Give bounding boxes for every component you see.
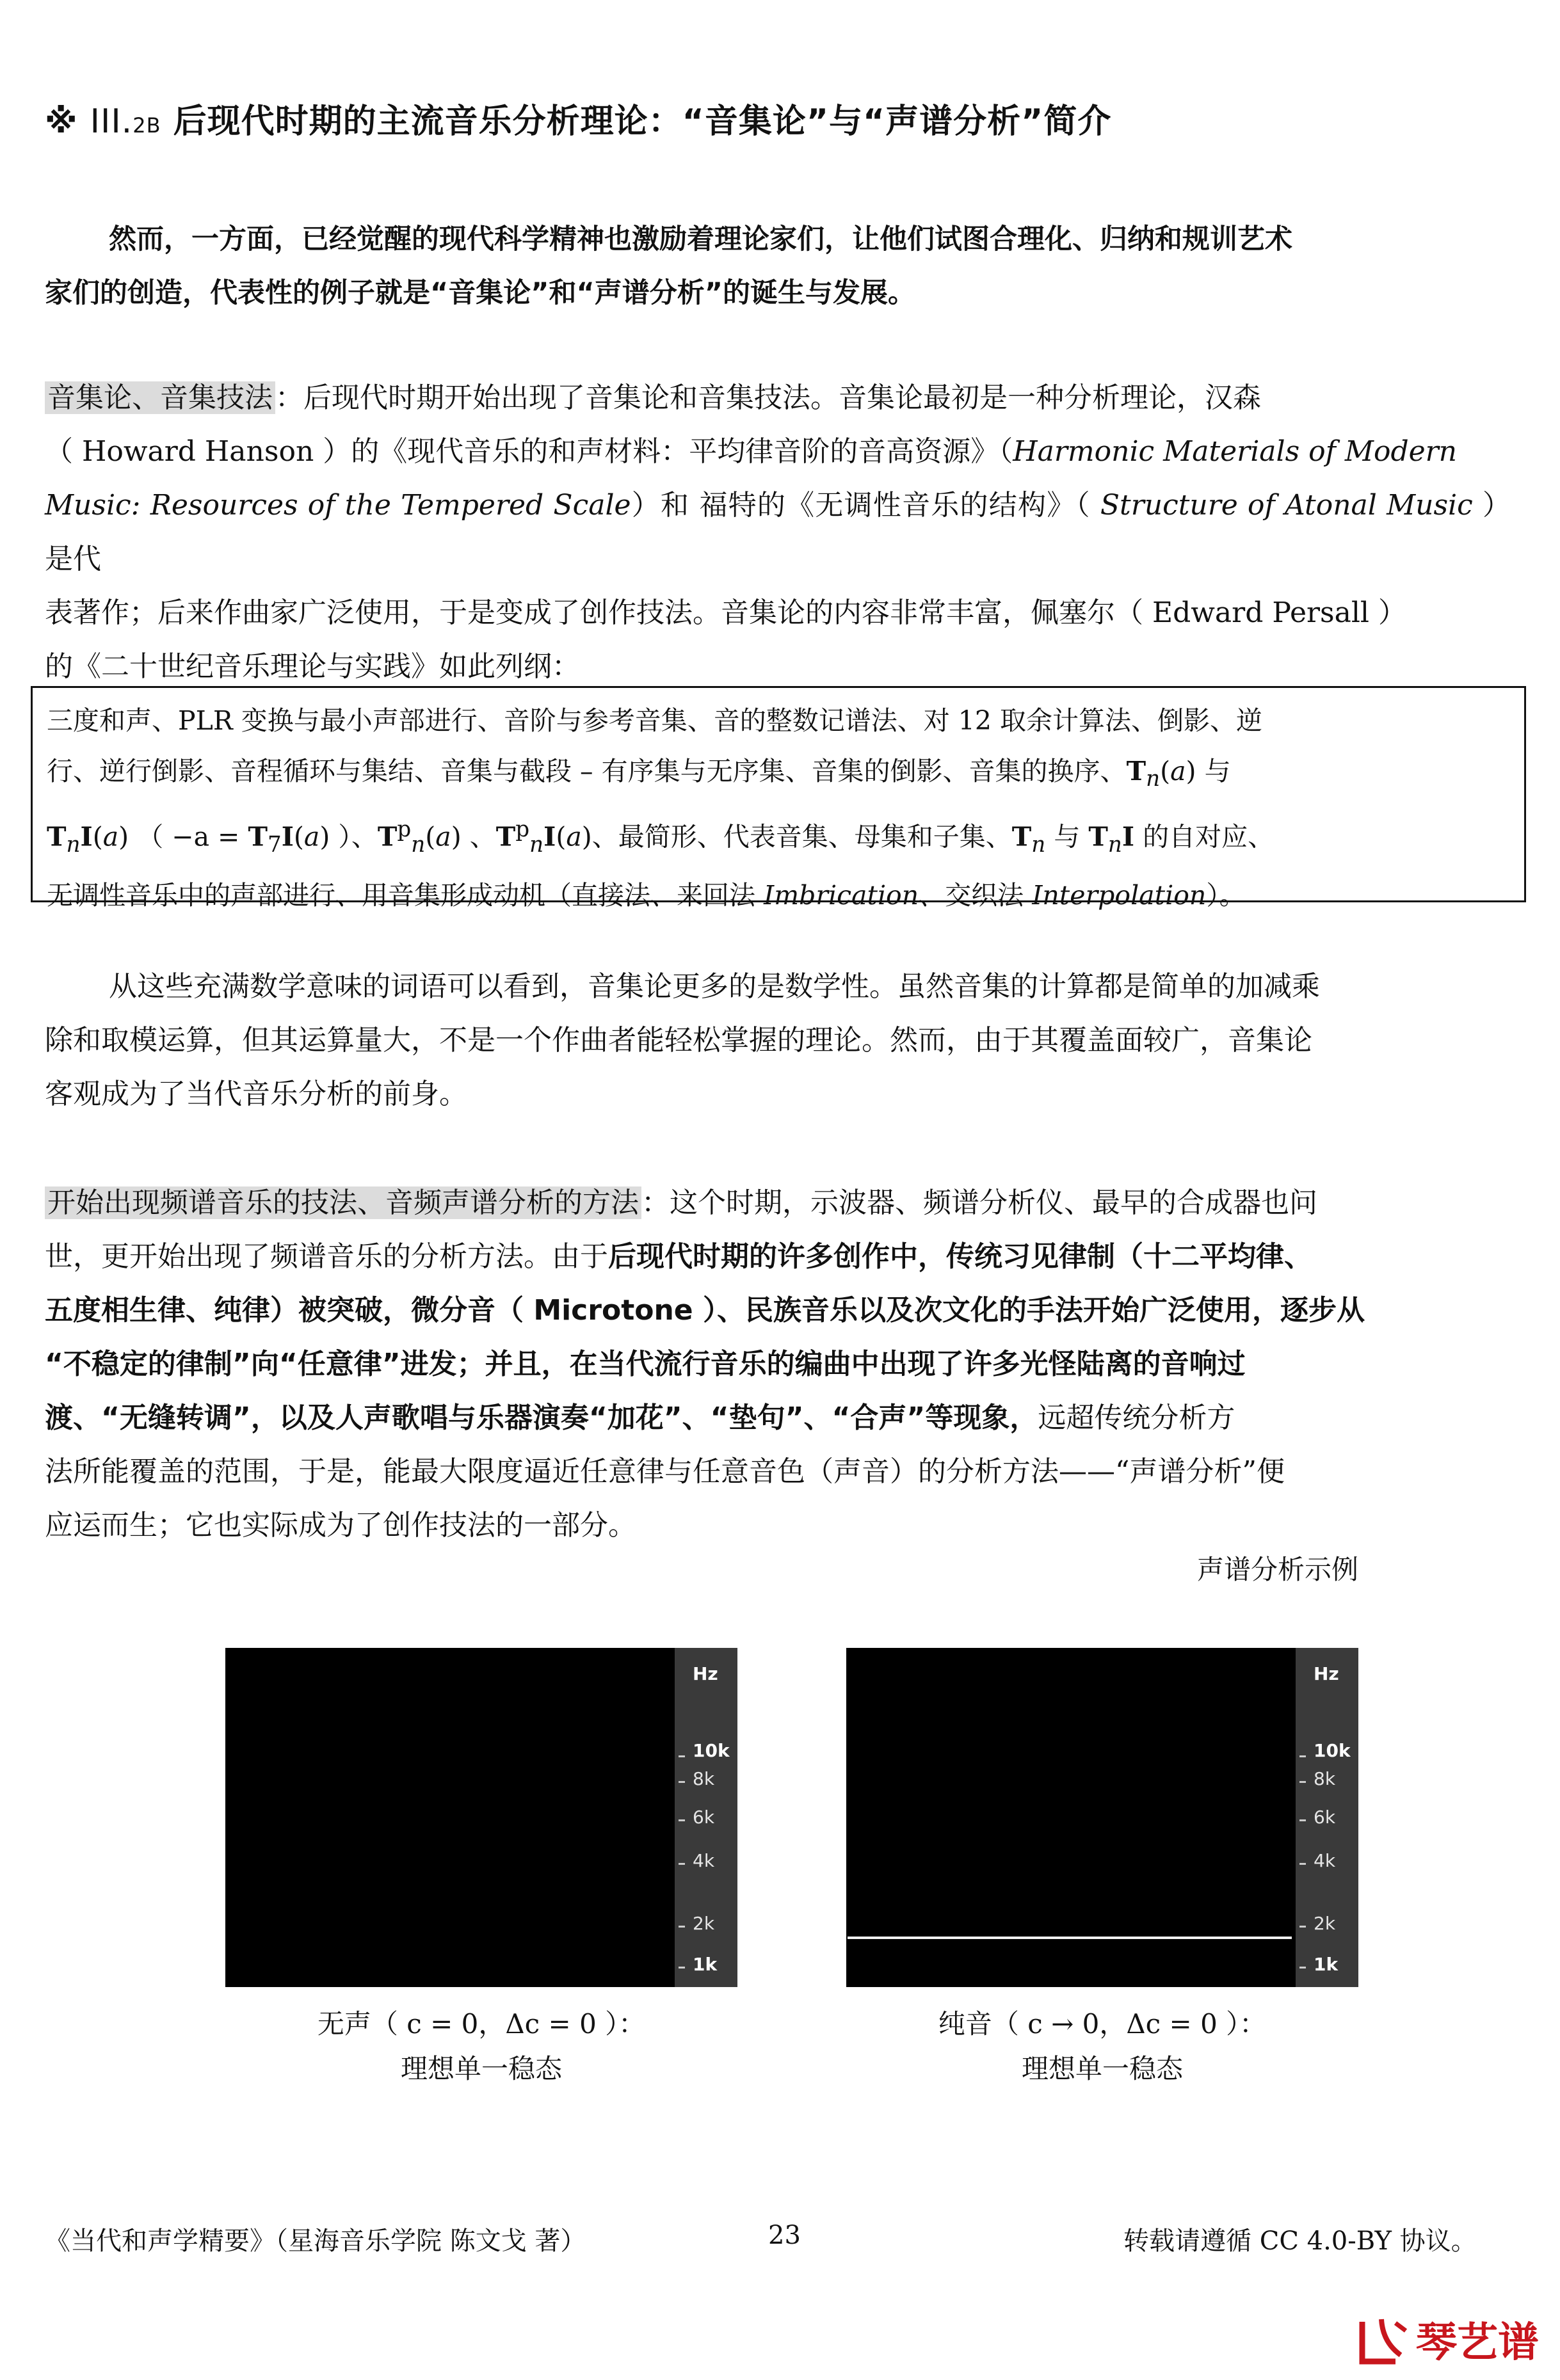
axis-label-2k: 2k — [1314, 1913, 1336, 1934]
logo-mark-icon — [1357, 2310, 1549, 2371]
p3-line-3: 客观成为了当代音乐分析的前身。 — [45, 1078, 467, 1110]
axis-label-hz: Hz — [1314, 1663, 1339, 1684]
intro-paragraph — [45, 212, 1511, 320]
panel-caption-pure-tone: 纯音（ c → 0，Δc = 0 ）： 理想单一稳态 — [938, 2008, 1267, 2084]
axis-label-10k: 10k — [693, 1740, 730, 1761]
intro-line-2: 家们的创造，代表性的例子就是“音集论”和“声谱分析”的诞生与发展。 — [45, 277, 916, 309]
axis-label-2k: 2k — [693, 1913, 715, 1934]
pc-label: 音集论、音集技法 — [45, 381, 275, 414]
pc-hanson-title-a: Harmonic Materials of Modern — [1013, 435, 1458, 468]
frequency-axis — [675, 1648, 737, 1987]
p3-line-2: 除和取模运算，但其运算量大，不是一个作曲者能轻松掌握的理论。然而，由于其覆盖面较广，音集论 — [45, 1024, 1312, 1057]
pc-line-3b: ）是代 — [45, 489, 1511, 575]
spectrogram-pure-tone — [846, 1648, 1358, 1987]
axis-label-8k: 8k — [1314, 1768, 1336, 1789]
heading-numeral: III. — [90, 102, 133, 141]
pure-tone-line — [848, 1937, 1292, 1939]
figure-caption: 声谱分析示例 — [1197, 1554, 1359, 1585]
qinyipu-logo — [1357, 2310, 1549, 2371]
axis-tick — [679, 1755, 685, 1757]
axis-label-1k: 1k — [693, 1954, 718, 1975]
axis-tick — [1299, 1781, 1306, 1783]
heading-title: 后现代时期的主流音乐分析理论：“音集论”与“声谱分析”简介 — [173, 102, 1112, 141]
pc-line-2: （ Howard Hanson ）的《现代音乐的和声材料：平均律音阶的音高资源》（ — [45, 435, 1013, 468]
footer-book-title: 《当代和声学精要》（星海音乐学院 陈文戈 著） — [45, 2226, 586, 2256]
axis-label-1k: 1k — [1314, 1954, 1339, 1975]
axis-label-4k: 4k — [693, 1850, 715, 1871]
pc-forte-title: Structure of Atonal Music — [1100, 489, 1473, 522]
svg-text:琴艺谱: 琴艺谱 — [1416, 2319, 1539, 2367]
axis-label-6k: 6k — [1314, 1807, 1336, 1828]
heading-symbol: ※ — [45, 102, 78, 141]
box-line-4: 无调性音乐中的声部进行、用音集形成动机（直接法、来回法 Imbrication、交织法 Interpolation）。 — [47, 880, 1246, 911]
pc-line-5: 的《二十世纪音乐理论与实践》如此列纲： — [45, 650, 580, 683]
page-number: 23 — [768, 2221, 801, 2250]
axis-label-4k: 4k — [1314, 1850, 1336, 1871]
pc-line-3a: ）和 福特的《无调性音乐的结构》（ — [631, 489, 1100, 522]
axis-tick — [679, 1967, 685, 1969]
axis-label-10k: 10k — [1314, 1740, 1351, 1761]
axis-tick — [679, 1926, 685, 1928]
spectral-label: 开始出现频谱音乐的技法、音频声谱分析的方法 — [45, 1186, 641, 1219]
axis-tick — [1299, 1755, 1306, 1757]
box-line-1: 三度和声、PLR 变换与最小声部进行、音阶与参考音集、音的整数记谱法、对 12 取余计算法、倒影、逆 — [47, 705, 1262, 736]
p3-line-1: 从这些充满数学意味的词语可以看到，音集论更多的是数学性。虽然音集的计算都是简单的加减乘 — [109, 970, 1320, 1003]
axis-label-8k: 8k — [693, 1768, 715, 1789]
pc-line-4: 表著作；后来作曲家广泛使用，于是变成了创作技法。音集论的内容非常丰富，佩塞尔（ Edward Persall ） — [45, 596, 1406, 629]
pitch-class-paragraph — [45, 371, 1511, 694]
section-heading — [45, 96, 1517, 151]
axis-tick — [1299, 1967, 1306, 1969]
spectral-paragraph: 开始出现频谱音乐的技法、音频声谱分析的方法：这个时期，示波器、频谱分析仪、最早的合成器也问 世，更开始出现了频谱音乐的分析方法。由于后现代时期的许多创作中，传统习见律制（十二平均律、 五度相生律、纯律）被突破，微分音（ Microtone ）、民族音乐以及次文化的手法开始广泛使用，逐步从 “不稳定的律制”向“任意律”进发；并且，在当代流行音乐的编曲中出现了许多光怪陆离的音响过 渡、“无缝转调”，以及人声歌唱与乐器演奏“加花”、“垫句”、“合声”等现象，远超传统分析方 法所能覆盖的范围，于是，能最大限度逼近任意律与任意音色（声音）的分析方法——“声谱分析”便 应运而生；它也实际成为了创作技法的一部分。 — [45, 1186, 1365, 1542]
axis-label-hz: Hz — [693, 1663, 718, 1684]
axis-label-6k: 6k — [693, 1807, 715, 1828]
footer-license: 转载请遵循 CC 4.0-BY 协议。 — [1123, 2226, 1477, 2256]
axis-tick — [679, 1819, 685, 1821]
box-line-2: 行、逆行倒影、音程循环与集结、音集与截段 – 有序集与无序集、音集的倒影、音集的换序、$T_n(a)$ 与 — [47, 756, 1231, 792]
topics-box — [31, 686, 1526, 911]
axis-tick — [1299, 1863, 1306, 1865]
frequency-axis — [1296, 1648, 1358, 1987]
pc-line-1: ：后现代时期开始出现了音集论和音集技法。音集论最初是一种分析理论，汉森 — [275, 381, 1261, 414]
axis-tick — [1299, 1819, 1306, 1821]
math-paragraph — [45, 960, 1511, 1121]
intro-line-1: 然而，一方面，已经觉醒的现代科学精神也激励着理论家们，让他们试图合理化、归纳和规训艺术 — [109, 223, 1292, 255]
axis-tick — [1299, 1926, 1306, 1928]
heading-sub: 2B — [133, 113, 161, 138]
pc-hanson-title-b: Music: Resources of the Tempered Scale — [45, 489, 631, 522]
axis-tick — [679, 1781, 685, 1783]
spectrogram-silence — [225, 1648, 737, 1987]
axis-tick — [679, 1863, 685, 1865]
box-line-3: $T_nI(a)$ （ $-a = T_7I(a)$ ）、$T^p_n(a)$ 、$T^p_nI(a)$、最简形、代表音集、母集和子集、$T_n$ 与 $T_nI$ 的自对应、 — [47, 817, 1275, 858]
panel-caption-silence: 无声（ c = 0，Δc = 0 ）： 理想单一稳态 — [317, 2008, 646, 2084]
